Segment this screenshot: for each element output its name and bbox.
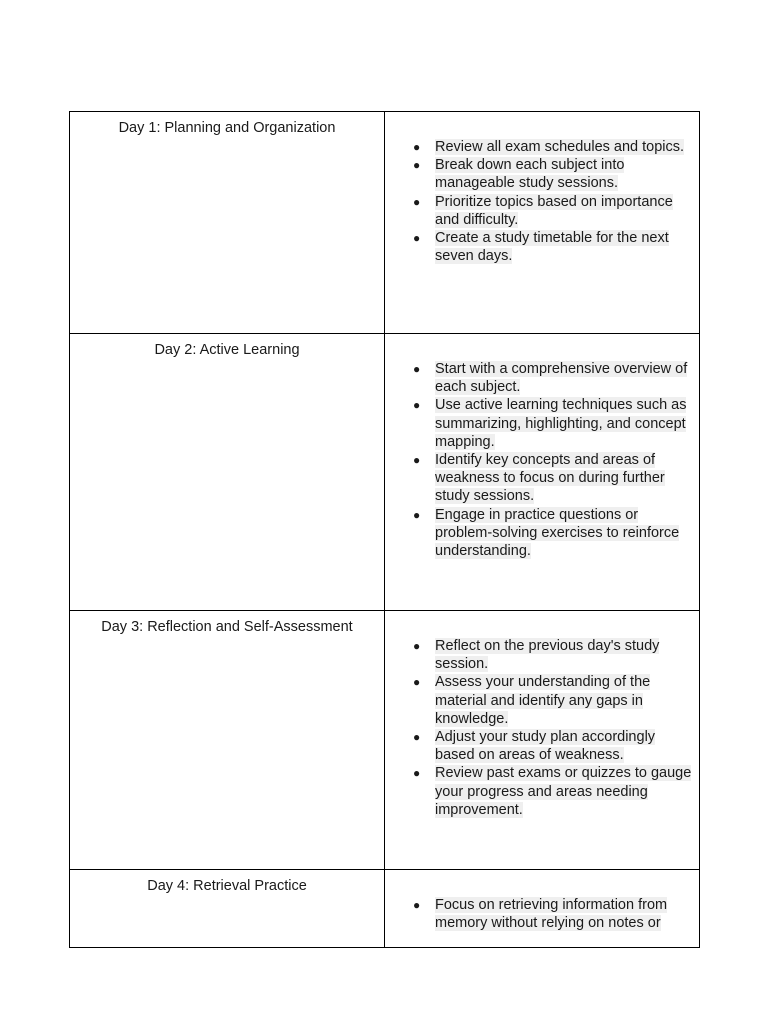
list-item (413, 229, 693, 265)
bullet-icon: ● (413, 158, 421, 173)
task-text: Focus on retrieving information from memory without relying on notes or (435, 897, 668, 932)
task-text: Prioritize topics based on importance and difficulty. (435, 193, 673, 228)
day-title: Day 1: Planning and Organization (70, 112, 385, 334)
list-item (413, 451, 693, 506)
task-cell (385, 334, 700, 611)
task-list (385, 334, 699, 560)
bullet-icon: ● (413, 231, 421, 246)
bullet-icon: ● (413, 766, 421, 781)
list-item (413, 764, 693, 819)
task-text: Break down each subject into manageable study sessions. (435, 157, 625, 192)
table-row (70, 611, 700, 870)
bullet-icon: ● (413, 639, 421, 653)
bullet-icon: ● (413, 398, 421, 413)
task-cell (385, 870, 700, 948)
task-cell (385, 611, 700, 870)
day-title: Day 4: Retrieval Practice (70, 870, 385, 948)
list-item (413, 138, 693, 156)
list-item (413, 193, 693, 229)
table-row (70, 334, 700, 611)
bullet-icon: ● (413, 453, 421, 468)
task-text: Assess your understanding of the material and identify any gaps in knowledge. (435, 674, 651, 727)
bullet-icon: ● (413, 194, 421, 209)
task-text: Use active learning techniques such as summarizing, highlighting, and concept mapping. (435, 397, 687, 450)
day-title: Day 3: Reflection and Self-Assessment (70, 611, 385, 870)
list-item (413, 673, 693, 728)
study-plan-table (69, 111, 700, 948)
list-item (413, 396, 693, 451)
list-item (413, 637, 693, 673)
task-list (385, 611, 699, 819)
list-item (413, 896, 693, 932)
task-text: Review all exam schedules and topics. (435, 139, 685, 155)
task-text: Create a study timetable for the next seven days. (435, 230, 669, 265)
list-item (413, 728, 693, 764)
list-item (413, 156, 693, 192)
task-list (385, 112, 699, 265)
bullet-icon: ● (413, 507, 421, 522)
bullet-icon: ● (413, 362, 421, 376)
bullet-icon: ● (413, 140, 421, 154)
bullet-icon: ● (413, 898, 421, 912)
task-text: Review past exams or quizzes to gauge your progress and areas needing improvement. (435, 765, 692, 818)
task-text: Adjust your study plan accordingly based on areas of weakness. (435, 729, 656, 764)
task-list (385, 870, 699, 932)
table-row (70, 870, 700, 948)
bullet-icon: ● (413, 730, 421, 745)
list-item (413, 360, 693, 396)
task-cell (385, 112, 700, 334)
task-text: Reflect on the previous day's study session. (435, 638, 660, 673)
table-row (70, 112, 700, 334)
list-item (413, 506, 693, 561)
day-title: Day 2: Active Learning (70, 334, 385, 611)
bullet-icon: ● (413, 675, 421, 690)
task-text: Start with a comprehensive overview of each subject. (435, 361, 688, 396)
task-text: Engage in practice questions or problem-solving exercises to reinforce understanding. (435, 506, 680, 560)
task-text: Identify key concepts and areas of weakness to focus on during further study sessions. (435, 452, 665, 505)
